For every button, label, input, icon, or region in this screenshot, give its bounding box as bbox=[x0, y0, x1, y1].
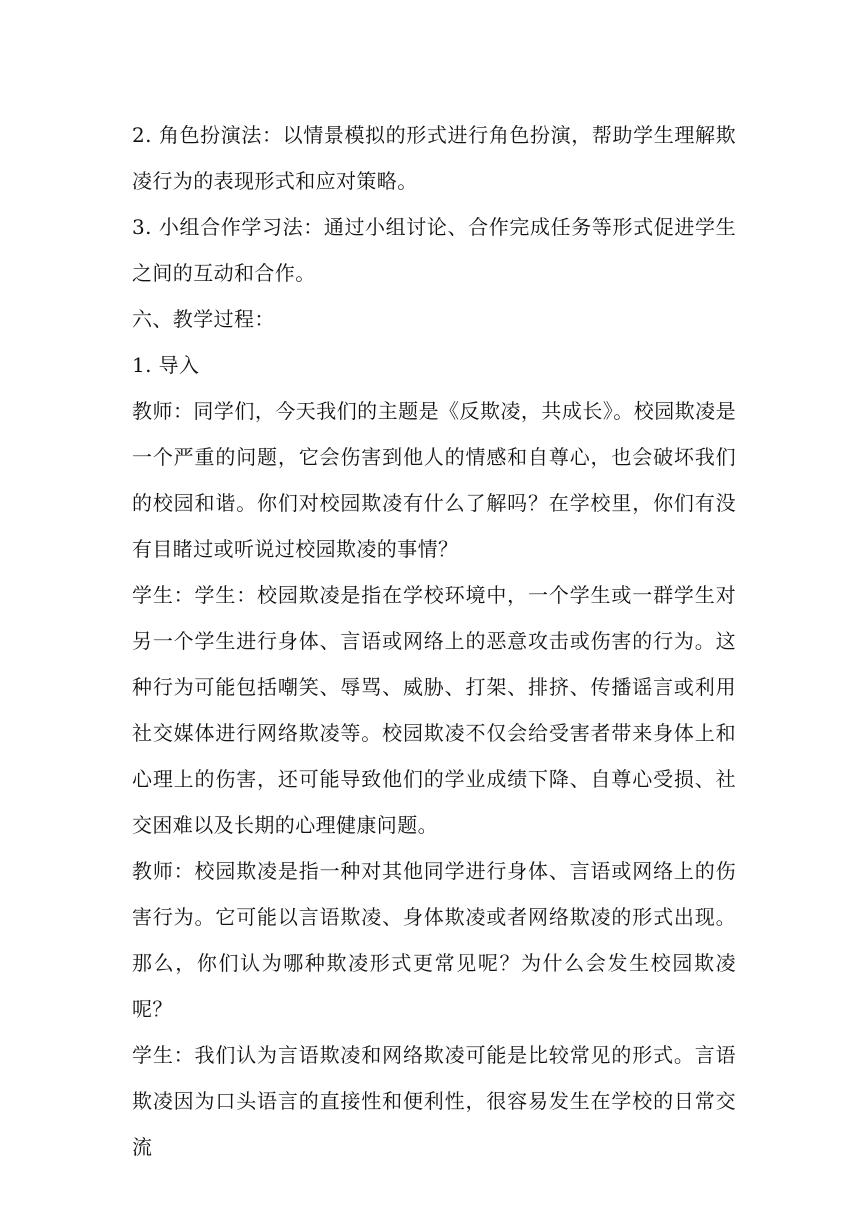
document-body bbox=[132, 112, 736, 1170]
paragraph-teacher-1: 教师：同学们，今天我们的主题是《反欺凌，共成长》。校园欺凌是一个严重的问题，它会伤害到他人的情感和自尊心，也会破坏我们的校园和谐。你们对校园欺凌有什么了解吗？在学校里，你们有没有目睹过或听说过校园欺凌的事情？ bbox=[132, 399, 736, 561]
subheading-introduction: 1. 导入 bbox=[132, 353, 200, 377]
paragraph-student-1: 学生：学生：校园欺凌是指在学校环境中，一个学生或一群学生对另一个学生进行身体、言语或网络上的恶意攻击或伤害的行为。这种行为可能包括嘲笑、辱骂、威胁、打架、排挤、传播谣言或利用社交媒体进行网络欺凌等。校园欺凌不仅会给受害者带来身体上和心理上的伤害，还可能导致他们的学业成绩下降、自尊心受损、社交困难以及长期的心理健康问题。 bbox=[132, 583, 736, 837]
paragraph-student-2: 学生：我们认为言语欺凌和网络欺凌可能是比较常见的形式。言语欺凌因为口头语言的直接性和便利性，很容易发生在学校的日常交流 bbox=[132, 1043, 736, 1159]
paragraph-teacher-2: 教师：校园欺凌是指一种对其他同学进行身体、言语或网络上的伤害行为。它可能以言语欺凌、身体欺凌或者网络欺凌的形式出现。那么，你们认为哪种欺凌形式更常见呢？为什么会发生校园欺凌呢？ bbox=[132, 859, 736, 1021]
section-heading-teaching-process: 六、教学过程： bbox=[132, 307, 275, 331]
paragraph-teaching-method-2: 2. 角色扮演法：以情景模拟的形式进行角色扮演，帮助学生理解欺凌行为的表现形式和应对策略。 bbox=[132, 123, 736, 193]
paragraph-teaching-method-3: 3. 小组合作学习法：通过小组讨论、合作完成任务等形式促进学生之间的互动和合作。 bbox=[132, 215, 736, 285]
